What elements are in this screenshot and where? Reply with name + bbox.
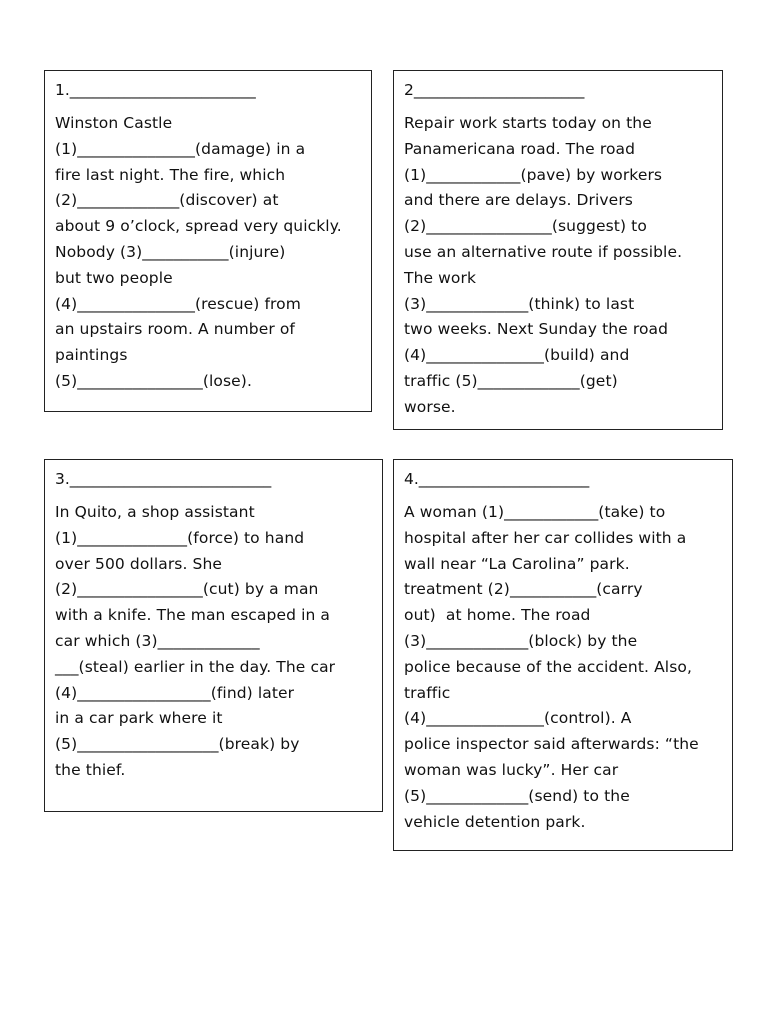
text-line: Winston Castle (55, 114, 173, 132)
exercise-card-3 (44, 459, 383, 812)
text-line: (1)_______________(damage) in a (55, 139, 306, 158)
text-line: and there are delays. Drivers (404, 191, 633, 210)
text-line: treatment (2)___________(carry (404, 580, 643, 599)
text-line: Repair work starts today on the (404, 114, 652, 132)
text-line: fire last night. The fire, which (55, 165, 286, 184)
text-line: hospital after her car collides with a (404, 528, 687, 547)
card-body (404, 111, 713, 421)
text-line: (1)______________(force) to hand (55, 528, 305, 547)
text-line: (2)________________(cut) by a man (55, 580, 319, 599)
text-line: with a knife. The man escaped in a (55, 606, 331, 625)
text-line: (3)_____________(think) to last (404, 294, 635, 313)
text-line: but two people (55, 268, 173, 287)
text-line: (2)________________(suggest) to (404, 217, 647, 236)
text-line: two weeks. Next Sunday the road (404, 320, 669, 339)
text-line: police inspector said afterwards: “the (404, 735, 699, 754)
text-line: paintings (55, 346, 128, 365)
text-line: (5)_____________(send) to the (404, 786, 630, 805)
text-line: use an alternative route if possible. (404, 242, 683, 261)
card-title: 1.________________________ (55, 81, 256, 99)
card-body (55, 500, 373, 784)
text-line: car which (3)_____________ (55, 631, 260, 650)
text-line: traffic (5)_____________(get) (404, 371, 618, 390)
text-line: about 9 o’clock, spread very quickly. (55, 217, 342, 236)
exercise-card-4 (393, 459, 733, 851)
text-line: police because of the accident. Also, (404, 657, 692, 676)
text-line: worse. (404, 397, 456, 416)
text-line: woman was lucky”. Her car (404, 760, 619, 779)
text-line: in a car park where it (55, 709, 223, 728)
text-line: the thief. (55, 760, 126, 779)
card-body (55, 111, 362, 395)
exercise-card-2 (393, 70, 723, 430)
card-title: 2______________________ (404, 81, 585, 99)
text-line: (4)_______________(rescue) from (55, 294, 301, 313)
text-line: ___(steal) earlier in the day. The car (55, 657, 336, 676)
text-line: out) at home. The road (404, 606, 591, 625)
text-line: over 500 dollars. She (55, 554, 223, 573)
text-line: an upstairs room. A number of (55, 320, 295, 339)
text-line: wall near “La Carolina” park. (404, 554, 630, 573)
text-line: Panamericana road. The road (404, 139, 636, 158)
text-line: (4)_________________(find) later (55, 683, 295, 702)
text-line: traffic (404, 683, 451, 702)
card-title: 3.__________________________ (55, 470, 272, 488)
text-line: In Quito, a shop assistant (55, 503, 255, 521)
text-line: Nobody (3)___________(injure) (55, 242, 286, 261)
text-line: (5)__________________(break) by (55, 735, 300, 754)
card-title: 4.______________________ (404, 470, 590, 488)
exercise-card-1 (44, 70, 372, 412)
card-body (404, 500, 723, 835)
text-line: (2)_____________(discover) at (55, 191, 279, 210)
text-line: (3)_____________(block) by the (404, 631, 638, 650)
text-line: The work (404, 268, 477, 287)
text-line: vehicle detention park. (404, 812, 586, 831)
text-line: (4)_______________(control). A (404, 709, 632, 728)
text-line: (4)_______________(build) and (404, 346, 630, 365)
text-line: (5)________________(lose). (55, 371, 252, 390)
text-line: A woman (1)____________(take) to (404, 503, 666, 521)
text-line: (1)____________(pave) by workers (404, 165, 663, 184)
